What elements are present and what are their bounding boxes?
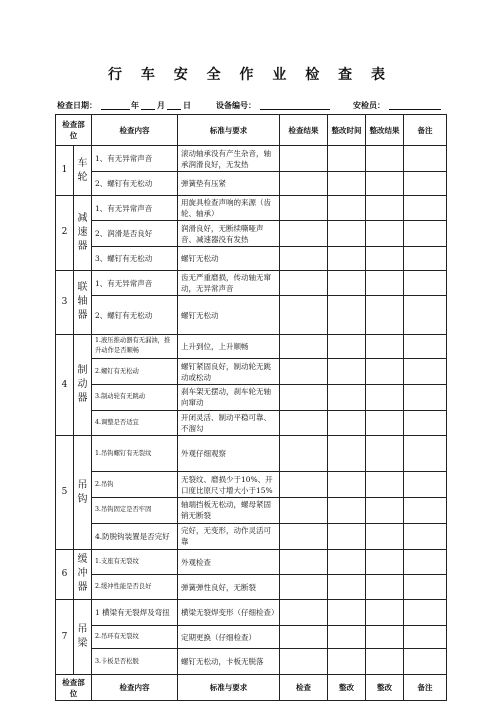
header-row-part: 检查部位 xyxy=(56,115,92,146)
fix-result-cell[interactable] xyxy=(366,247,404,271)
table-row xyxy=(56,221,447,247)
fix-time-cell[interactable] xyxy=(328,221,366,247)
result-cell[interactable] xyxy=(280,498,328,524)
fix-time-cell[interactable] xyxy=(328,195,366,221)
item-content: 1.液压推动器有无漏油，推升动作是否顺畅 xyxy=(92,334,178,359)
remark-cell[interactable] xyxy=(404,172,447,196)
fix-result-cell[interactable] xyxy=(366,296,404,334)
meta-row xyxy=(57,100,443,114)
table-row xyxy=(56,625,447,649)
item-content: 3.吊钩固定是否牢固 xyxy=(92,498,178,524)
remark-cell[interactable] xyxy=(404,247,447,271)
table-row xyxy=(56,549,447,575)
fix-result-cell[interactable] xyxy=(366,172,404,196)
item-content: 2.缓冲性能是否良好 xyxy=(92,575,178,600)
item-standard: 齿无严重磨损，传动轴无窜动，无异常声音 xyxy=(178,270,280,296)
fix-time-cell[interactable] xyxy=(328,575,366,600)
fix-result-cell[interactable] xyxy=(366,549,404,575)
section-number: 4 xyxy=(56,334,74,436)
table-row xyxy=(56,359,447,385)
footer-row-remark: 备注 xyxy=(404,675,447,701)
result-cell[interactable] xyxy=(280,436,328,472)
remark-cell[interactable] xyxy=(404,472,447,498)
footer-row-part: 检查部位 xyxy=(56,675,92,701)
table-row xyxy=(56,296,447,334)
remark-cell[interactable] xyxy=(404,498,447,524)
result-cell[interactable] xyxy=(280,270,328,296)
item-standard: 润滑良好，无断续嘶哑声音、减速器没有发热 xyxy=(178,221,280,247)
item-content: 2.吊钩 xyxy=(92,472,178,498)
result-cell[interactable] xyxy=(280,410,328,436)
section-part: 吊 钩 xyxy=(74,436,92,549)
result-cell[interactable] xyxy=(280,296,328,334)
item-standard: 轴端挡板无松动，螺母紧固销无断裂 xyxy=(178,498,280,524)
table-row xyxy=(56,334,447,359)
section-number: 5 xyxy=(56,436,74,549)
item-content: 3.制动轮有无跳动 xyxy=(92,384,178,410)
section-number: 6 xyxy=(56,549,74,599)
fix-time-cell[interactable] xyxy=(328,334,366,359)
item-standard: 用旋具检查声响的来源（齿轮、轴承） xyxy=(178,195,280,221)
month-label: 月 xyxy=(157,100,165,110)
header-row-remark: 备注 xyxy=(404,115,447,146)
item-content: 2.吊环有无裂纹 xyxy=(92,625,178,649)
remark-cell[interactable] xyxy=(404,359,447,385)
remark-cell[interactable] xyxy=(404,549,447,575)
fix-time-cell[interactable] xyxy=(328,247,366,271)
fix-result-cell[interactable] xyxy=(366,472,404,498)
table-row xyxy=(56,146,447,172)
fix-result-cell[interactable] xyxy=(366,384,404,410)
section-number: 2 xyxy=(56,195,74,270)
result-cell[interactable] xyxy=(280,334,328,359)
section-part: 联 轴 器 xyxy=(74,270,92,334)
remark-cell[interactable] xyxy=(404,649,447,675)
fix-time-cell[interactable] xyxy=(328,600,366,626)
header-row-standard: 标准与要求 xyxy=(178,115,280,146)
remark-cell[interactable] xyxy=(404,575,447,600)
item-standard: 横梁无裂焊变形（仔细检查） xyxy=(178,600,280,626)
table-row xyxy=(56,247,447,271)
fix-result-cell[interactable] xyxy=(366,649,404,675)
remark-cell[interactable] xyxy=(404,600,447,626)
year-label: 年 xyxy=(131,100,139,110)
item-content: 2、螺钉有无松动 xyxy=(92,296,178,334)
remark-cell[interactable] xyxy=(404,334,447,359)
fix-time-cell[interactable] xyxy=(328,359,366,385)
result-cell[interactable] xyxy=(280,472,328,498)
table-row xyxy=(56,410,447,436)
result-cell[interactable] xyxy=(280,195,328,221)
fix-result-cell[interactable] xyxy=(366,195,404,221)
item-content: 1.吊钩螺钉有无裂纹 xyxy=(92,436,178,472)
header-row-fix-result: 整改结果 xyxy=(366,115,404,146)
result-cell[interactable] xyxy=(280,359,328,385)
table-row xyxy=(56,600,447,626)
item-standard: 刹车架无摆动，刹车轮无轴向窜动 xyxy=(178,384,280,410)
footer-row-result: 检查 xyxy=(280,675,328,701)
remark-cell[interactable] xyxy=(404,270,447,296)
header-row-fix-time: 整改时间 xyxy=(328,115,366,146)
remark-cell[interactable] xyxy=(404,296,447,334)
fix-time-cell[interactable] xyxy=(328,649,366,675)
item-content: 4.调整是否适宜 xyxy=(92,410,178,436)
table-row xyxy=(56,472,447,498)
section-part: 减 速 器 xyxy=(74,195,92,270)
item-content: 1 横梁有无裂焊及弯扭 xyxy=(92,600,178,626)
item-content: 1、有无异常声音 xyxy=(92,195,178,221)
item-content: 4.防脱钩装置是否完好 xyxy=(92,523,178,549)
fix-result-cell[interactable] xyxy=(366,436,404,472)
item-standard: 上升到位，上升顺畅 xyxy=(178,334,280,359)
fix-result-cell[interactable] xyxy=(366,625,404,649)
result-cell[interactable] xyxy=(280,221,328,247)
remark-cell[interactable] xyxy=(404,523,447,549)
result-cell[interactable] xyxy=(280,549,328,575)
result-cell[interactable] xyxy=(280,649,328,675)
item-content: 1、有无异常声音 xyxy=(92,270,178,296)
item-standard: 螺钉无松动，卡板无脱落 xyxy=(178,649,280,675)
item-standard: 弹簧弹性良好，无断裂 xyxy=(178,575,280,600)
result-cell[interactable] xyxy=(280,600,328,626)
day-label: 日 xyxy=(183,100,191,110)
fix-result-cell[interactable] xyxy=(366,146,404,172)
footer-row-fix-time: 整改 xyxy=(328,675,366,701)
remark-cell[interactable] xyxy=(404,625,447,649)
item-standard: 外观检查 xyxy=(178,549,280,575)
inspector-label: 安检员： xyxy=(353,100,385,110)
fix-time-cell[interactable] xyxy=(328,625,366,649)
table-row xyxy=(56,523,447,549)
section-number: 7 xyxy=(56,600,74,675)
item-content: 1、有无异常声音 xyxy=(92,146,178,172)
fix-time-cell[interactable] xyxy=(328,270,366,296)
fix-time-cell[interactable] xyxy=(328,296,366,334)
item-standard: 螺钉无松动 xyxy=(178,296,280,334)
section-number: 1 xyxy=(56,146,74,195)
section-part: 制 动 器 xyxy=(74,334,92,436)
result-cell[interactable] xyxy=(280,172,328,196)
result-cell[interactable] xyxy=(280,575,328,600)
item-standard: 螺钉紧固良好，制动轮无跳动或松动 xyxy=(178,359,280,385)
fix-time-cell[interactable] xyxy=(328,498,366,524)
header-row xyxy=(56,115,447,146)
result-cell[interactable] xyxy=(280,625,328,649)
fix-result-cell[interactable] xyxy=(366,523,404,549)
section-part: 车 轮 xyxy=(74,146,92,195)
inspection-table xyxy=(55,114,447,701)
table-row xyxy=(56,172,447,196)
page-title: 行 车 安 全 作 业 检 查 表 xyxy=(108,67,392,83)
remark-cell[interactable] xyxy=(404,410,447,436)
item-content: 1.支座有无裂纹 xyxy=(92,549,178,575)
fix-time-cell[interactable] xyxy=(328,523,366,549)
fix-result-cell[interactable] xyxy=(366,600,404,626)
fix-time-cell[interactable] xyxy=(328,549,366,575)
remark-cell[interactable] xyxy=(404,221,447,247)
fix-time-cell[interactable] xyxy=(328,410,366,436)
section-part: 吊 梁 xyxy=(74,600,92,675)
table-row xyxy=(56,270,447,296)
header-row-result: 检查结果 xyxy=(280,115,328,146)
footer-row-standard: 标准与要求 xyxy=(178,675,280,701)
result-cell[interactable] xyxy=(280,523,328,549)
item-content: 2、润滑是否良好 xyxy=(92,221,178,247)
item-standard: 螺钉无松动 xyxy=(178,247,280,271)
table-row xyxy=(56,498,447,524)
table-row xyxy=(56,575,447,600)
footer-row-fix-result: 整改 xyxy=(366,675,404,701)
footer-row-content: 检查内容 xyxy=(92,675,178,701)
remark-cell[interactable] xyxy=(404,436,447,472)
table-row xyxy=(56,195,447,221)
fix-result-cell[interactable] xyxy=(366,498,404,524)
table-row xyxy=(56,384,447,410)
fix-result-cell[interactable] xyxy=(366,410,404,436)
section-number: 3 xyxy=(56,270,74,334)
item-content: 2、螺钉有无松动 xyxy=(92,172,178,196)
item-standard: 定期更换（仔细检查） xyxy=(178,625,280,649)
remark-cell[interactable] xyxy=(404,146,447,172)
footer-row xyxy=(56,675,447,701)
fix-result-cell[interactable] xyxy=(366,575,404,600)
table-row xyxy=(56,436,447,472)
section-part: 缓 冲 器 xyxy=(74,549,92,599)
fix-time-cell[interactable] xyxy=(328,384,366,410)
result-cell[interactable] xyxy=(280,384,328,410)
item-standard: 外观仔细观察 xyxy=(178,436,280,472)
fix-result-cell[interactable] xyxy=(366,334,404,359)
item-standard: 无裂纹、磨损少于10%、开口度比原尺寸增大小于15% xyxy=(178,472,280,498)
item-content: 3.卡板是否松脱 xyxy=(92,649,178,675)
item-standard: 滚动轴承没有产生杂音，轴承润滑良好，无发热 xyxy=(178,146,280,172)
fix-result-cell[interactable] xyxy=(366,270,404,296)
item-standard: 弹簧垫有压紧 xyxy=(178,172,280,196)
fix-time-cell[interactable] xyxy=(328,472,366,498)
fix-time-cell[interactable] xyxy=(328,146,366,172)
table-row xyxy=(56,649,447,675)
item-content: 2.螺钉有无松动 xyxy=(92,359,178,385)
fix-time-cell[interactable] xyxy=(328,436,366,472)
remark-cell[interactable] xyxy=(404,195,447,221)
header-row-content: 检查内容 xyxy=(92,115,178,146)
date-label: 检查日期： xyxy=(57,100,97,110)
fix-time-cell[interactable] xyxy=(328,172,366,196)
result-cell[interactable] xyxy=(280,247,328,271)
remark-cell[interactable] xyxy=(404,384,447,410)
result-cell[interactable] xyxy=(280,146,328,172)
item-standard: 完好，无变形，动作灵活可靠 xyxy=(178,523,280,549)
fix-result-cell[interactable] xyxy=(366,359,404,385)
device-label: 设备编号： xyxy=(216,100,256,110)
item-standard: 开闭灵活、制动平稳可靠、不溜勾 xyxy=(178,410,280,436)
fix-result-cell[interactable] xyxy=(366,221,404,247)
item-content: 3、螺钉有无松动 xyxy=(92,247,178,271)
